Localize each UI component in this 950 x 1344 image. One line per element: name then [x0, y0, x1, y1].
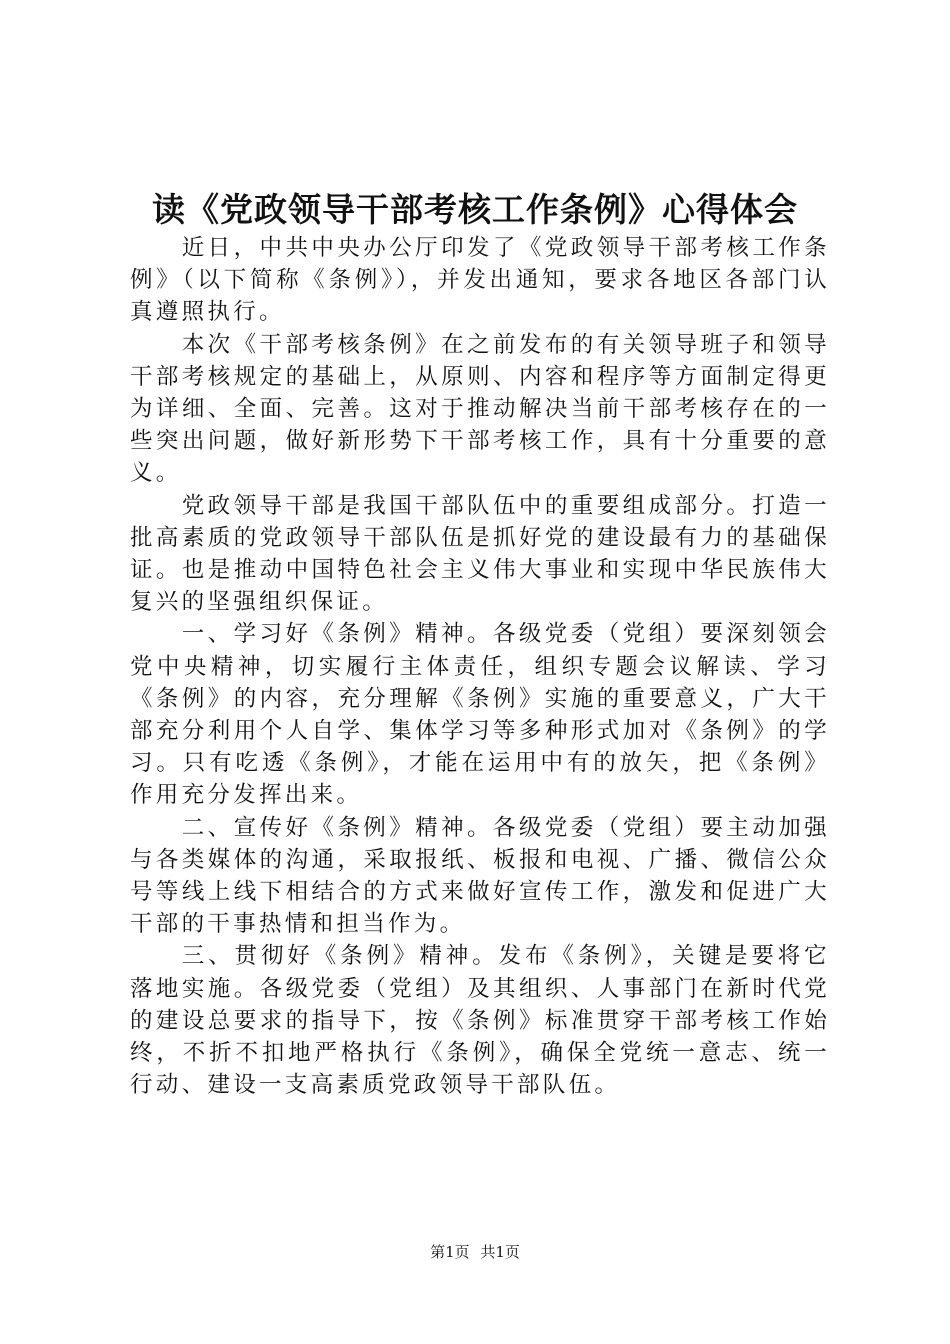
paragraph: 党政领导干部是我国干部队伍中的重要组成部分。打造一批高素质的党政领导干部队伍是抓好党的建设最有力的基础保证。也是推动中国特色社会主义伟大事业和实现中华民族伟大复兴的坚强组织保证。 [130, 492, 830, 616]
page-footer [0, 1242, 950, 1262]
page-number-current: 第1页 [430, 1243, 470, 1261]
paragraph: 近日，中共中央办公厅印发了《党政领导干部考核工作条例》（以下简称《条例》），并发出通知，要求各地区各部门认真遵照执行。 [130, 235, 830, 326]
paragraph: 一、学习好《条例》精神。各级党委（党组）要深刻领会党中央精神，切实履行主体责任，组织专题会议解读、学习《条例》的内容，充分理解《条例》实施的重要意义，广大干部充分利用个人自学、集体学习等多种形式加对《条例》的学习。只有吃透《条例》，才能在运用中有的放矢，把《条例》作用充分发挥出来。 [130, 621, 830, 809]
document-body [130, 232, 830, 1101]
page-number-total: 共1页 [480, 1243, 520, 1261]
paragraph: 二、宣传好《条例》精神。各级党委（党组）要主动加强与各类媒体的沟通，采取报纸、板报和电视、广播、微信公众号等线上线下相结合的方式来做好宣传工作，激发和促进广大干部的干事热情和担当作为。 [130, 814, 830, 938]
paragraph: 三、贯彻好《条例》精神。发布《条例》，关键是要将它落地实施。各级党委（党组）及其组织、人事部门在新时代党的建设总要求的指导下，按《条例》标准贯穿干部考核工作始终，不折不扣地严格执行《条例》，确保全党统一意志、统一行动、建设一支高素质党政领导干部队伍。 [130, 943, 830, 1099]
paragraph: 本次《干部考核条例》在之前发布的有关领导班子和领导干部考核规定的基础上，从原则、内容和程序等方面制定得更为详细、全面、完善。这对于推动解决当前干部考核存在的一些突出问题，做好新形势下干部考核工作，具有十分重要的意义。 [130, 331, 830, 487]
document-title: 读《党政领导干部考核工作条例》心得体会 [152, 190, 798, 229]
